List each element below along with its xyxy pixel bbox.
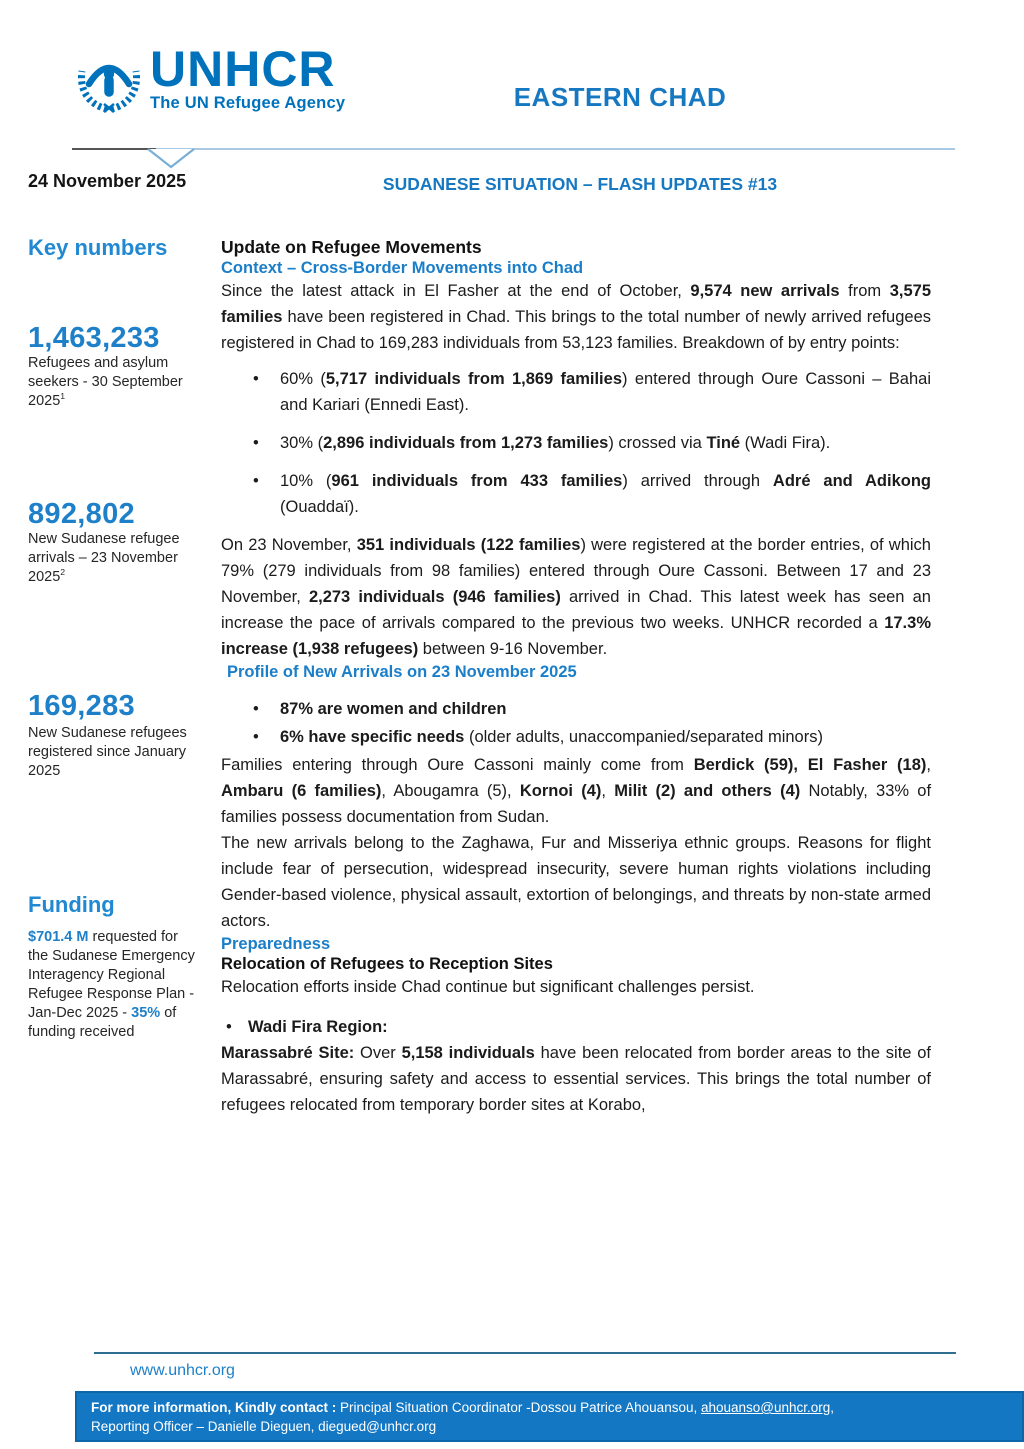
report-title: SUDANESE SITUATION – FLASH UPDATES #13 [382,174,778,194]
paragraph: Since the latest attack in El Fasher at the end of October, 9,574 new arrivals from 3,575 families have been registered in Chad. This brings to the total number of newly arrived refugees registered in Chad to 169,283 individuals from 53,123 families. Breakdown of by entry points: [221,282,931,352]
profile-heading: Profile of New Arrivals on 23 November 2025 [227,663,577,681]
list-item: • 6% have specific needs (older adults, unaccompanied/separated minors) [280,724,931,750]
email-link[interactable]: ahouanso@unhcr.org [700,1400,831,1415]
list-item: • 30% (2,896 individuals from 1,273 families) crossed via Tiné (Wadi Fira). [280,430,931,456]
contact-line-2: Reporting Officer – Danielle Dieguen, diegued@unhcr.org [91,1419,437,1434]
entry-points-list [221,366,931,520]
stat-description: New Sudanese refugee arrivals – 23 November 2025$^2$ [28,531,180,585]
paragraph: Relocation efforts inside Chad continue but significant challenges persist. [221,978,755,996]
list-item: • 87% are women and children [280,696,931,722]
unhcr-logo [150,41,346,113]
region-title: EASTERN CHAD [513,82,727,112]
stat-value: 892,802 [28,498,135,530]
logo-tagline: The UN Refugee Agency [150,94,346,112]
paragraph: The new arrivals belong to the Zaghawa, Fur and Misseriya ethnic groups. Reasons for flight include fear of persecution, widespread insecurity, severe human rights violations including Gender-based violence, physical assault, extortion of belongings, and threats by non-state armed actors. [221,834,931,930]
header-divider [72,148,955,150]
header-divider-dark-segment [72,148,156,150]
paragraph: Marassabré Site: Over 5,158 individuals have been relocated from border areas to the site of Marassabré, ensuring safety and access to essential services. This brings the total number of refugees relocated from temporary border sites at Korabo, [221,1044,931,1114]
site-url-link[interactable]: www.unhcr.org [130,1362,235,1379]
logo-wordmark: UNHCR [150,41,336,97]
stat-value: 1,463,233 [28,322,160,354]
chevron-down-icon [146,148,196,170]
stat-value: 169,283 [28,690,135,722]
paragraph: Families entering through Oure Cassoni mainly come from Berdick (59), El Fasher (18), Ambaru (6 families), Abougamra (5), Kornoi (4), Milit (2) and others (4) Notably, 33% of families possess documentation from Sudan. [221,756,932,826]
update-heading: Update on Refugee Movements [221,237,482,257]
paragraph: On 23 November, 351 individuals (122 families) were registered at the border entries, of which 79% (279 individuals from 98 families) entered through Oure Cassoni. Between 17 and 23 November, 2,273 individuals (946 families) arrived in Chad. This latest week has seen an increase the pace of arrivals compared to the previous two weeks. UNHCR recorded a 17.3% increase (1,938 refugees) between 9-16 November. [221,536,931,658]
context-heading: Context – Cross-Border Movements into Chad [221,259,584,277]
unhcr-emblem-icon [74,46,144,114]
list-item: • Wadi Fira Region: [248,1014,931,1040]
profile-list [221,696,931,750]
key-numbers-heading: Key numbers [28,235,168,260]
funding-text: $701.4 M requested for the Sudanese Emergency Interagency Regional Refugee Response Plan - Jan-Dec 2025 - 35% of funding received [28,929,195,1040]
list-item: • 60% (5,717 individuals from 1,869 families) entered through Oure Cassoni – Bahai and Kariari (Ennedi East). [280,366,931,418]
stat-description: Refugees and asylum seekers - 30 September 2025$^1$ [28,355,183,409]
stat-description: New Sudanese refugees registered since January 2025 [28,725,187,779]
contact-banner [75,1391,1024,1442]
funding-heading: Funding [28,892,115,917]
report-date: 24 November 2025 [28,171,187,191]
relocation-heading: Relocation of Refugees to Reception Sites [221,955,553,973]
footer-divider [94,1352,956,1354]
preparedness-heading: Preparedness [221,935,331,953]
contact-line-1: For more information, Kindly contact : Principal Situation Coordinator -Dossou Patrice Ahouansou, ahouanso@unhcr.org, [91,1400,835,1415]
region-list [221,1014,931,1040]
list-item: • 10% (961 individuals from 433 families) arrived through Adré and Adikong (Ouaddaï). [280,468,931,520]
main-content [221,236,931,1118]
